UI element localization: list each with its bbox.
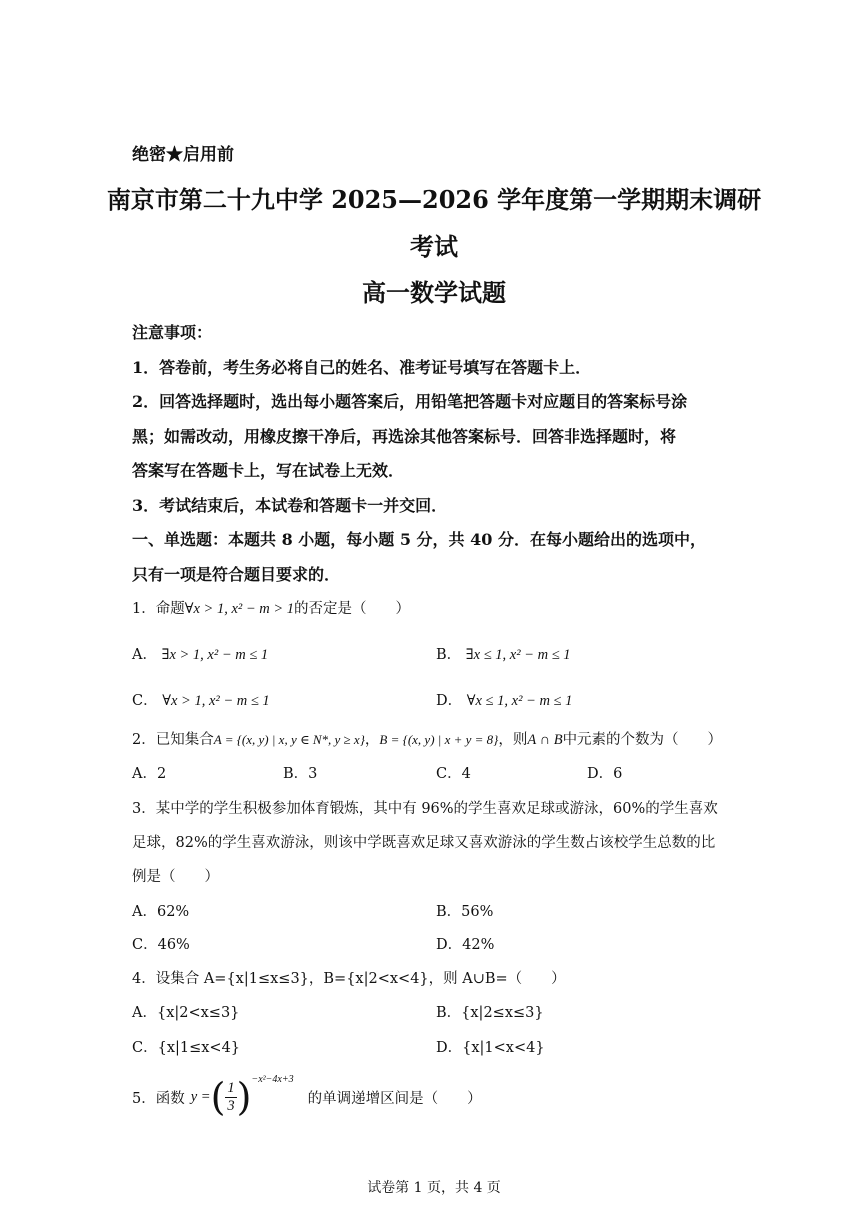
instructions-block <box>132 316 744 592</box>
instructions-heading: 注意事项： <box>132 323 213 342</box>
question-2-option-a: A．2 <box>132 766 167 782</box>
instruction-line: 黑；如需改动，用橡皮擦干净后，再选涂其他答案标号．回答非选择题时，将 <box>132 426 677 446</box>
section-heading: 一、单选题：本题共 8 小题，每小题 5 分，共 40 分．在每小题给出的选项中， <box>132 530 706 549</box>
instruction-line: 答案写在答题卡上，写在试卷上无效． <box>132 461 405 480</box>
question-1-option-a: A． ∃x > 1, x² − m ≤ 1 <box>132 647 269 663</box>
question-1-option-d: D． ∀x ≤ 1, x² − m ≤ 1 <box>436 693 573 709</box>
question-3-option-d: D．42% <box>436 937 495 953</box>
question-2-option-c: C．4 <box>436 766 471 782</box>
instruction-line: 2．回答选择题时，选出每小题答案后，用铅笔把答题卡对应题目的答案标号涂 <box>132 392 688 411</box>
question-1-stem: 1．命题∀x > 1, x² − m > 1的否定是（ ） <box>132 601 411 617</box>
question-3-option-c: C．46% <box>132 937 190 953</box>
question-4-option-b: B．{x|2≤x≤3} <box>436 1005 544 1021</box>
question-3-stem-line3: 例是（ ） <box>132 869 219 885</box>
right-paren: ) <box>236 1075 252 1119</box>
exam-title-line1: 南京市第二十九中学 2025—2026 学年度第一学期期末调研 <box>106 185 762 214</box>
exam-title-line2: 考试 <box>410 232 458 261</box>
question-4-stem: 4．设集合 A={x|1≤x≤3}，B={x|2<x<4}，则 A∪B=（ ） <box>132 971 566 987</box>
question-2-option-d: D．6 <box>587 766 623 782</box>
question-2-option-b: B．3 <box>283 766 318 782</box>
question-3-stem-line1: 3．某中学的学生积极参加体育锻炼，其中有 96%的学生喜欢足球或游泳，60%的学生喜欢 <box>132 801 718 817</box>
question-3-option-a: A．62% <box>132 904 190 920</box>
exponent: −x²−4x+3 <box>251 1074 294 1085</box>
question-3-option-b: B．56% <box>436 904 494 920</box>
instruction-line: 1．答卷前，考生务必将自己的姓名、准考证号填写在答题卡上． <box>132 357 592 377</box>
page-footer: 试卷第 1 页，共 4 页 <box>367 1180 501 1196</box>
question-3-stem-line2: 足球，82%的学生喜欢游泳，则该中学既喜欢足球又喜欢游泳的学生数占该校学生总数的比 <box>132 835 716 851</box>
confidential-label: 绝密★启用前 <box>132 145 234 165</box>
exam-subject-title: 高一数学试题 <box>362 278 506 307</box>
instruction-line: 3．考试结束后，本试卷和答题卡一并交回． <box>132 495 448 515</box>
question-1-option-b: B． ∃x ≤ 1, x² − m ≤ 1 <box>436 647 571 663</box>
question-4-option-d: D．{x|1<x<4} <box>436 1040 545 1056</box>
question-4-option-c: C．{x|1≤x<4} <box>132 1040 241 1056</box>
left-paren: ( <box>210 1075 226 1119</box>
question-1-option-c: C． ∀x > 1, x² − m ≤ 1 <box>132 693 270 709</box>
question-5-stem: 5．函数 y = ( $\frac{1}{3}$ ) −x²−4x+3 的单调递增区间是（ ） <box>132 1074 482 1119</box>
section-heading-cont: 只有一项是符合题目要求的． <box>132 564 341 584</box>
question-4-option-a: A．{x|2<x≤3} <box>132 1005 240 1021</box>
fraction-one-third: $\frac{1}{3}$ <box>227 1079 235 1114</box>
question-2-stem: 2．已知集合A = {(x, y) | x, y ∈ N*, y ≥ x}，B = {(x, y) | x + y = 8}，则A ∩ B中元素的个数为（ ） <box>132 732 723 748</box>
